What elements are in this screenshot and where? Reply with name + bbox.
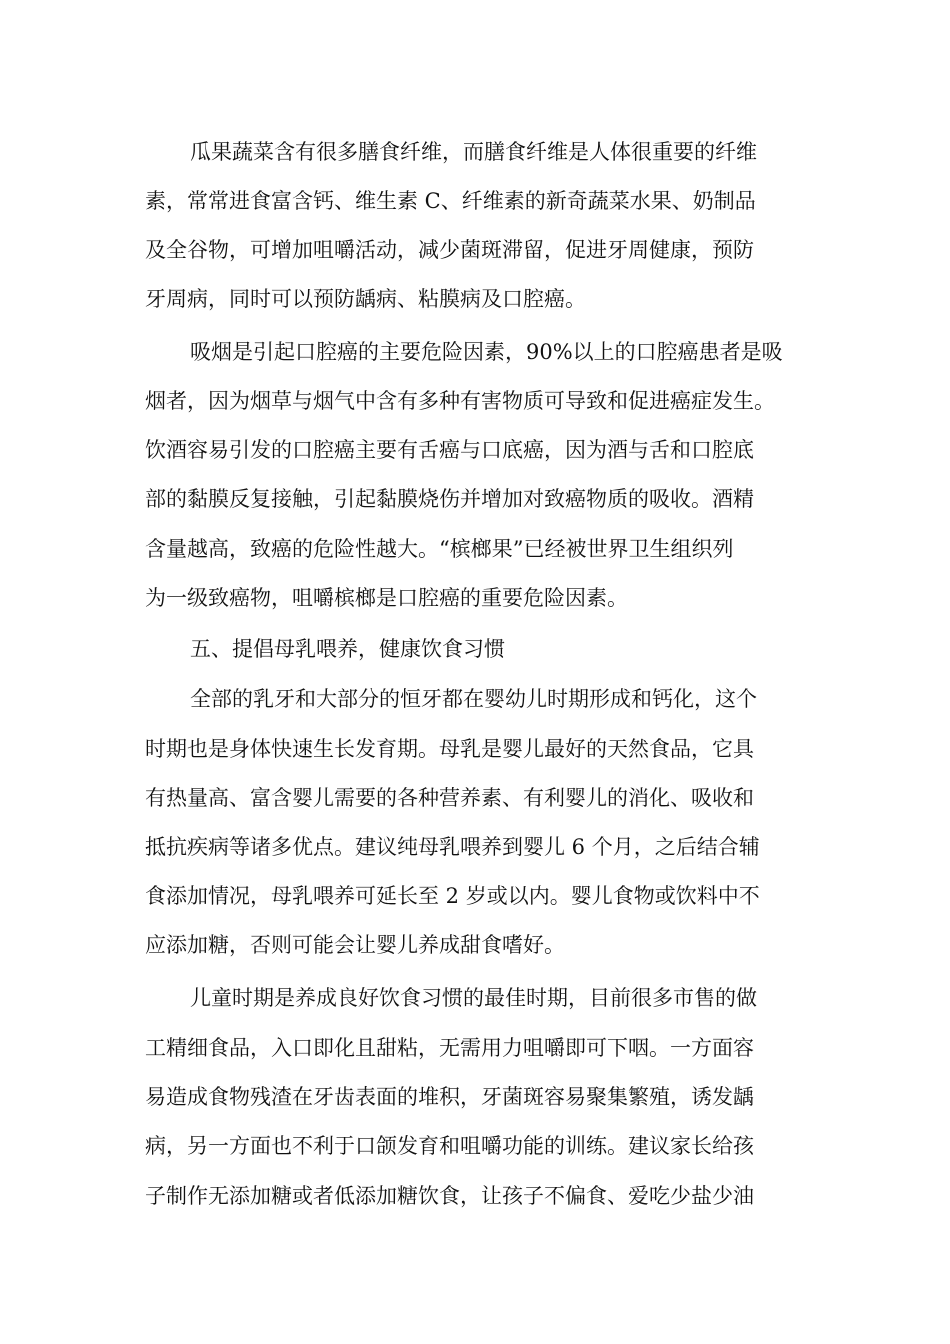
paragraph-3-line-4: 抵抗疾病等诸多优点。建议纯母乳喂养到婴儿 6 个月，之后结合辅 (145, 835, 760, 859)
paragraph-4-line-4: 病，另一方面也不利于口颌发育和咀嚼功能的训练。建议家长给孩 (145, 1134, 754, 1158)
paragraph-4-line-1: 儿童时期是养成良好饮食习惯的最佳时期，目前很多市售的做 (190, 986, 757, 1010)
paragraph-3-line-3: 有热量高、富含婴儿需要的各种营养素、有利婴儿的消化、吸收和 (145, 786, 754, 810)
paragraph-2-line-3: 饮酒容易引发的口腔癌主要有舌癌与口底癌，因为酒与舌和口腔底 (145, 438, 754, 462)
section-heading: 五、提倡母乳喂养，健康饮食习惯 (190, 637, 505, 661)
paragraph-3-line-2: 时期也是身体快速生长发育期。母乳是婴儿最好的天然食品，它具 (145, 737, 754, 761)
paragraph-3-line-5: 食添加情况，母乳喂养可延长至 2 岁或以内。婴儿食物或饮料中不 (145, 884, 760, 908)
paragraph-2-line-2: 烟者，因为烟草与烟气中含有多种有害物质可导致和促进癌症发生。 (145, 389, 775, 413)
paragraph-3-line-6: 应添加糖，否则可能会让婴儿养成甜食嗜好。 (145, 933, 565, 957)
paragraph-1-line-4: 牙周病，同时可以预防龋病、粘膜病及口腔癌。 (145, 287, 586, 311)
paragraph-1-line-2: 素，常常进食富含钙、维生素 C、纤维素的新奇蔬菜水果、奶制品 (145, 189, 756, 213)
paragraph-2-line-1: 吸烟是引起口腔癌的主要危险因素，90%以上的口腔癌患者是吸 (190, 340, 783, 364)
paragraph-4-line-2: 工精细食品，入口即化且甜粘，无需用力咀嚼即可下咽。一方面容 (145, 1036, 754, 1060)
paragraph-1-line-1: 瓜果蔬菜含有很多膳食纤维，而膳食纤维是人体很重要的纤维 (190, 140, 757, 164)
paragraph-2-line-4: 部的黏膜反复接触，引起黏膜烧伤并增加对致癌物质的吸收。酒精 (145, 487, 754, 511)
paragraph-2-line-6: 为一级致癌物，咀嚼槟榔是口腔癌的重要危险因素。 (145, 586, 628, 610)
paragraph-3-line-1: 全部的乳牙和大部分的恒牙都在婴幼儿时期形成和钙化，这个 (190, 687, 757, 711)
paragraph-4-line-5: 子制作无添加糖或者低添加糖饮食，让孩子不偏食、爱吃少盐少油 (145, 1184, 754, 1208)
paragraph-1-line-3: 及全谷物，可增加咀嚼活动，减少菌斑滞留，促进牙周健康，预防 (145, 238, 754, 262)
paragraph-4-line-3: 易造成食物残渣在牙齿表面的堆积，牙菌斑容易聚集繁殖，诱发龋 (145, 1085, 754, 1109)
paragraph-2-line-5: 含量越高，致癌的危险性越大。“槟榔果”已经被世界卫生组织列 (145, 537, 734, 561)
